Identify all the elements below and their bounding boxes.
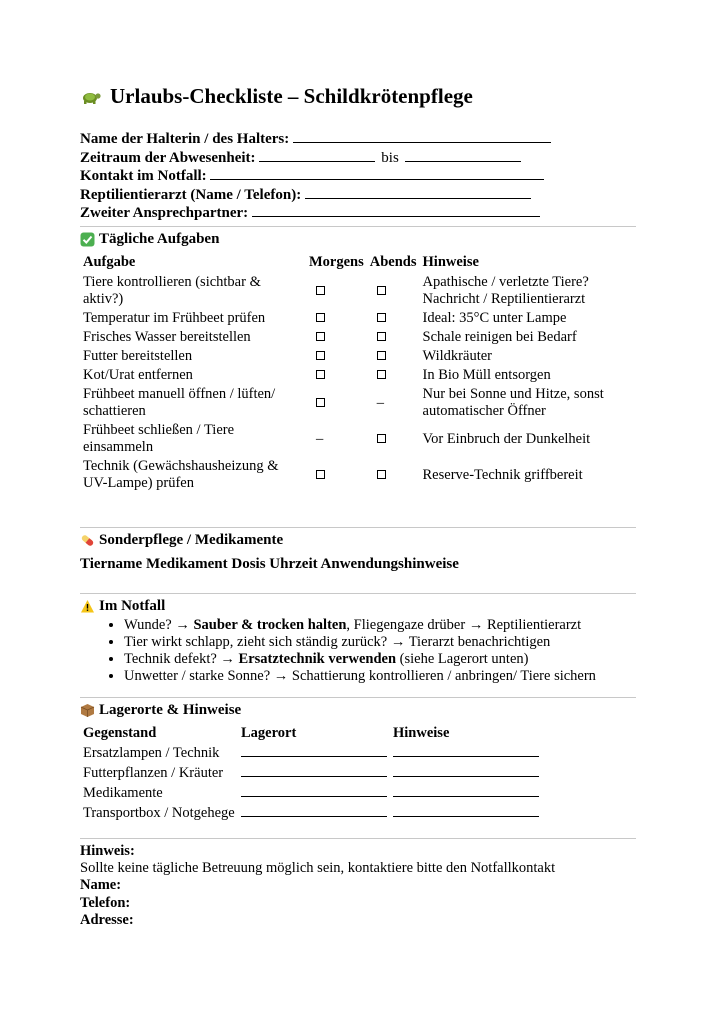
footer-name-label: Name: (80, 877, 122, 894)
location-line[interactable] (241, 764, 387, 777)
item-emphasis: Ersatztechnik verwenden (238, 651, 397, 667)
evening-cell (367, 366, 420, 385)
morning-cell (306, 457, 367, 493)
hint-line[interactable] (393, 784, 539, 797)
list-item (124, 651, 596, 668)
morning-checkbox[interactable] (316, 332, 325, 341)
footer-note (80, 843, 555, 929)
morning-cell (306, 421, 367, 457)
task-cell: Futter bereitstellen (83, 348, 193, 364)
daily-tasks-body (80, 273, 640, 493)
emergency-title-text: Im Notfall (99, 598, 166, 614)
task-cell: Frisches Wasser bereitstellen (83, 329, 251, 345)
evening-cell (367, 421, 420, 457)
location-line-cell (238, 763, 390, 783)
footer-phone-label: Telefon: (80, 894, 131, 911)
owner-input-line[interactable] (293, 130, 551, 143)
evening-checkbox[interactable] (377, 370, 386, 379)
medication-title-text: Sonderpflege / Medikamente (99, 532, 284, 548)
note-cell: Vor Einbruch der Dunkelheit (422, 430, 591, 447)
morning-checkbox[interactable] (316, 370, 325, 379)
emergency-contact-label: Kontakt im Notfall: (80, 168, 207, 184)
morning-cell (306, 309, 367, 328)
daily-tasks-table (80, 252, 640, 493)
hint-line-cell (390, 743, 542, 763)
table-row (80, 421, 640, 457)
period-field (80, 149, 717, 168)
storage-table (80, 723, 542, 823)
table-row (80, 366, 640, 385)
item-cell: Medikamente (83, 785, 163, 801)
table-row (80, 803, 542, 823)
evening-cell (367, 347, 420, 366)
evening-cell (367, 457, 420, 493)
second-contact-label: Zweiter Ansprechpartner: (80, 205, 249, 221)
note-cell: Ideal: 35°C unter Lampe (422, 310, 567, 326)
item-cell: Futterpflanzen / Kräuter (83, 765, 224, 781)
morning-cell (306, 328, 367, 347)
item-text-end: (siehe Lagerort unten) (396, 651, 529, 667)
package-icon (80, 703, 95, 718)
task-cell: Temperatur im Frühbeet prüfen (83, 310, 266, 326)
task-cell: Technik (Gewächshausheizung & UV-Lampe) prüfen (83, 458, 279, 491)
separator (80, 697, 636, 698)
emergency-section-title (80, 598, 165, 615)
storage-body (80, 743, 542, 823)
item-emphasis: Sauber & trocken halten (193, 617, 347, 633)
evening-checkbox[interactable] (377, 313, 386, 322)
daily-title-text: Tägliche Aufgaben (99, 231, 220, 247)
separator (80, 593, 636, 594)
table-header-row (80, 252, 640, 273)
morning-checkbox[interactable] (316, 351, 325, 360)
item-text: Tier wirkt schlapp, zieht sich ständig zurück? → Tierarzt benachrichtigen (124, 634, 551, 650)
item-text-end: , Fliegengaze drüber → Reptilientierarzt (346, 617, 582, 633)
task-cell: Tiere kontrollieren (sichtbar & aktiv?) (83, 274, 261, 307)
period-bis: bis (381, 149, 399, 166)
header-location: Lagerort (241, 724, 297, 741)
task-cell: Frühbeet schließen / Tiere einsammeln (83, 422, 235, 455)
period-label: Zeitraum der Abwesenheit: (80, 149, 256, 166)
header-task: Aufgabe (83, 254, 136, 270)
daily-section-title (80, 231, 219, 248)
item-text: Technik defekt? → (124, 651, 239, 667)
footer-address-label: Adresse: (80, 911, 134, 928)
table-header-row (80, 723, 542, 743)
evening-checkbox[interactable] (377, 286, 386, 295)
owner-label: Name der Halterin / des Halters: (80, 131, 290, 147)
hint-line[interactable] (393, 744, 539, 757)
second-contact-field (80, 204, 717, 223)
morning-cell (306, 385, 367, 421)
warning-icon (80, 599, 95, 614)
location-line-cell (238, 803, 390, 823)
location-line-cell (238, 743, 390, 763)
morning-checkbox[interactable] (316, 313, 325, 322)
owner-field (80, 130, 717, 149)
period-to-line[interactable] (405, 149, 521, 162)
table-row (80, 763, 542, 783)
turtle-icon (80, 85, 102, 107)
evening-cell (367, 385, 420, 421)
morning-cell (306, 347, 367, 366)
morning-not-applicable: – (316, 430, 324, 447)
evening-checkbox[interactable] (377, 470, 386, 479)
emergency-contact-line[interactable] (210, 167, 544, 180)
table-row (80, 783, 542, 803)
evening-cell (367, 328, 420, 347)
emergency-contact-field (80, 167, 717, 186)
note-cell: Apathische / verletzte Tiere? Nachricht / Reptilientierarzt (422, 274, 589, 307)
header-item: Gegenstand (83, 724, 157, 741)
table-row (80, 743, 542, 763)
note-cell: In Bio Müll entsorgen (422, 367, 551, 383)
location-line[interactable] (241, 784, 387, 797)
evening-checkbox[interactable] (377, 332, 386, 341)
location-line[interactable] (241, 744, 387, 757)
item-cell: Ersatzlampen / Technik (83, 745, 220, 761)
separator (80, 838, 636, 839)
emergency-list (80, 617, 596, 685)
task-cell: Frühbeet manuell öffnen / lüften/ schattieren (83, 386, 276, 419)
table-row (80, 385, 640, 421)
hint-line-cell (390, 803, 542, 823)
pill-icon (80, 533, 95, 548)
note-cell: Schale reinigen bei Bedarf (422, 329, 577, 345)
list-item (124, 617, 596, 634)
table-row (80, 309, 640, 328)
vet-line[interactable] (305, 186, 531, 199)
hint-line-cell (390, 763, 542, 783)
evening-not-applicable: – (376, 394, 385, 411)
item-text: Unwetter / starke Sonne? → Schattierung kontrollieren / anbringen/ Tiere sichern (124, 668, 596, 684)
storage-section-title (80, 702, 241, 719)
item-text: Wunde? → (124, 617, 194, 633)
table-row (80, 328, 640, 347)
hint-line[interactable] (393, 804, 539, 817)
page-title (80, 80, 717, 112)
task-cell: Kot/Urat entfernen (83, 367, 193, 383)
header-evening: Abends (369, 254, 417, 270)
medication-section-title (80, 532, 283, 549)
table-row (80, 273, 640, 309)
hint-line-cell (390, 783, 542, 803)
table-row (80, 347, 640, 366)
medication-table-header: Tiername Medikament Dosis Uhrzeit Anwendungshinweise (80, 556, 459, 572)
morning-cell (306, 273, 367, 309)
separator (80, 527, 636, 528)
second-contact-line[interactable] (252, 204, 540, 217)
footer-heading: Hinweis: (80, 843, 135, 859)
location-line[interactable] (241, 804, 387, 817)
header-hints: Hinweise (393, 724, 450, 741)
evening-cell (367, 309, 420, 328)
vet-label: Reptilientierarzt (Name / Telefon): (80, 186, 302, 203)
footer-text: Sollte keine tägliche Betreuung möglich sein, kontaktiere bitte den Notfallkontakt (80, 860, 556, 877)
table-row (80, 457, 640, 493)
morning-checkbox[interactable] (316, 470, 325, 479)
note-cell: Wildkräuter (422, 348, 492, 364)
period-from-line[interactable] (259, 149, 375, 162)
header-notes: Hinweise (422, 254, 479, 270)
separator (80, 226, 636, 227)
morning-checkbox[interactable] (316, 286, 325, 295)
morning-checkbox[interactable] (316, 398, 325, 407)
note-cell: Reserve-Technik griffbereit (422, 466, 583, 483)
evening-checkbox[interactable] (377, 351, 386, 360)
morning-cell (306, 366, 367, 385)
evening-cell (367, 273, 420, 309)
item-cell: Transportbox / Notgehege (83, 805, 235, 821)
note-cell: Nur bei Sonne und Hitze, sonst automatischer Öffner (422, 386, 604, 419)
location-line-cell (238, 783, 390, 803)
hint-line[interactable] (393, 764, 539, 777)
vet-field (80, 186, 717, 205)
header-morning: Morgens (309, 254, 364, 270)
evening-checkbox[interactable] (377, 434, 386, 443)
check-mark-icon (80, 232, 95, 247)
storage-title-text: Lagerorte & Hinweise (99, 702, 242, 718)
list-item (124, 668, 596, 685)
page-title-text: Urlaubs-Checkliste – Schildkrötenpflege (110, 83, 473, 108)
list-item (124, 634, 596, 651)
